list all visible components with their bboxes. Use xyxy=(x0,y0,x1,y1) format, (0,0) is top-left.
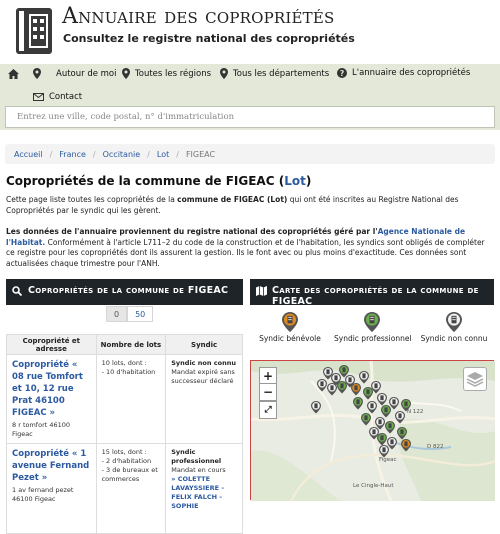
syndic-status: Syndic non connu xyxy=(171,359,236,367)
map-label-town: Figeac xyxy=(379,457,397,463)
page-title xyxy=(6,174,311,188)
nav-label: L'annuaire des copropriétés xyxy=(352,68,471,78)
search-icon xyxy=(12,286,22,296)
data-paragraph xyxy=(6,227,492,269)
anah-link[interactable]: Agence Nationale de l'Habitat. xyxy=(6,227,466,247)
list-section-title: Copropriétés de la commune de FIGEAC xyxy=(28,285,229,296)
copropriete-address: 8 r tomfort 46100 Figeac xyxy=(12,421,71,438)
table-cell xyxy=(166,444,243,534)
table-cell xyxy=(7,355,97,444)
nav-tous-les-departements[interactable] xyxy=(220,68,329,79)
map-label-place: Le Cingle-Haut xyxy=(353,483,394,489)
breadcrumb-region[interactable]: Occitanie xyxy=(102,149,141,159)
breadcrumb-separator: / xyxy=(92,149,96,159)
map-section-header xyxy=(250,279,494,305)
map-icon xyxy=(256,286,267,296)
breadcrumb xyxy=(5,144,495,164)
zoom-out-button[interactable]: − xyxy=(259,383,277,401)
map-marker-icon xyxy=(220,68,228,79)
pager-50[interactable]: 50 xyxy=(127,306,153,322)
search-input[interactable]: Entrez une ville, code postal, n° d'immatriculation xyxy=(5,106,495,128)
building-pin-icon xyxy=(364,312,380,332)
map-view[interactable] xyxy=(250,360,494,500)
map-label-road: D 822 xyxy=(427,444,444,450)
breadcrumb-current: FIGEAC xyxy=(185,149,216,159)
breadcrumb-home[interactable]: Accueil xyxy=(14,149,43,159)
syndic-detail: Mandat en cours xyxy=(171,466,226,474)
lots-detail: - 2 d'habitation - 3 de bureaux et commerces xyxy=(101,457,158,483)
site-header xyxy=(0,0,500,64)
breadcrumb-separator: / xyxy=(176,149,179,159)
table-row xyxy=(7,444,243,534)
breadcrumb-country[interactable]: France xyxy=(59,149,86,159)
site-title[interactable]: Annuaire des copropriétés xyxy=(62,4,335,29)
table-cell xyxy=(166,355,243,444)
column-header[interactable]: Nombre de lots xyxy=(96,335,166,355)
data-bold: Les données de l'annuaire proviennent du registre national des copropriétés géré par l' xyxy=(6,227,378,236)
search-bar xyxy=(0,104,500,130)
map-marker-icon xyxy=(122,68,130,79)
intro-text: Cette page liste toutes les copropriétés de la xyxy=(6,195,178,204)
lots-detail: - 10 d'habitation xyxy=(101,368,156,376)
column-header[interactable]: Syndic xyxy=(166,335,243,355)
page-title-text: Copropriétés de la commune de FIGEAC ( xyxy=(6,174,285,188)
syndic-status: Syndic professionnel xyxy=(171,448,222,465)
breadcrumb-separator: / xyxy=(147,149,150,159)
lots-total: 10 lots, dont : xyxy=(101,359,147,367)
nav-toutes-les-regions[interactable] xyxy=(122,68,211,79)
legend-label: Syndic non connu xyxy=(420,334,488,343)
map-label-road: N 122 xyxy=(407,409,424,415)
copropriete-link[interactable]: Copropriété « 1 avenue Fernand Pezet » xyxy=(12,449,90,483)
syndic-detail: Mandat expiré sans successeur déclaré xyxy=(171,368,235,385)
table-header-row xyxy=(7,335,243,355)
nav-annuaire[interactable] xyxy=(337,68,470,78)
column-header[interactable]: Copropriété et adresse xyxy=(7,335,97,355)
fullscreen-button[interactable]: ⤢ xyxy=(259,401,277,419)
nav-label: Toutes les régions xyxy=(135,68,212,79)
intro-paragraph xyxy=(6,195,492,216)
site-subtitle: Consultez le registre national des copropriétés xyxy=(63,32,355,45)
nav-label: Tous les départements xyxy=(233,68,330,79)
legend-label: Syndic bénévole xyxy=(259,334,321,343)
legend-professionnel xyxy=(334,312,410,343)
building-pin-icon xyxy=(446,312,462,332)
table-cell xyxy=(7,444,97,534)
legend-label: Syndic professionnel xyxy=(334,334,412,343)
breadcrumb-department[interactable]: Lot xyxy=(156,149,170,159)
legend-benevole xyxy=(256,312,324,343)
table-row xyxy=(7,355,243,444)
copropriete-address: 1 av fernand pezet 46100 Figeac xyxy=(12,486,74,503)
zoom-in-button[interactable]: + xyxy=(259,367,277,385)
site-logo-icon[interactable] xyxy=(16,8,52,54)
nav-label: Contact xyxy=(49,92,83,102)
breadcrumb-separator: / xyxy=(49,149,53,159)
pagination xyxy=(106,306,153,322)
home-icon xyxy=(8,69,19,79)
page-title-text: ) xyxy=(305,174,312,188)
table-cell xyxy=(96,355,166,444)
nav-contact[interactable] xyxy=(33,92,82,102)
nav-label: Autour de moi xyxy=(56,68,117,79)
list-section-header xyxy=(6,279,243,305)
main-nav xyxy=(0,64,500,108)
data-text: Conformément à l'article L711–2 du code de la construction et de l'habitation, les syndics sont obligés de compléter ce registre pour les copropriétés dont ils assurent la gestion. Ils le font avec ou plus moins d'exactitude. Ces données sont actualisées chaque trimestre pour l'ANH. xyxy=(6,237,485,268)
svg-text:?: ? xyxy=(339,68,345,78)
question-circle-icon xyxy=(337,68,347,78)
nav-autour-de-moi[interactable] xyxy=(33,68,117,79)
map-legend xyxy=(250,312,494,352)
map-marker-icon xyxy=(33,68,41,79)
pager-0[interactable]: 0 xyxy=(106,306,127,322)
map-markers xyxy=(251,361,495,501)
copropriete-link[interactable]: Copropriété « 08 rue Tomfort et 10, 12 rue Prat 46100 FIGEAC » xyxy=(12,360,83,418)
intro-bold: commune de FIGEAC (Lot) xyxy=(177,195,288,204)
syndic-link[interactable]: » COLETTE LAVAYSSIERE - FELIX FALCH - SOPHIE xyxy=(171,475,225,510)
coproprietes-table xyxy=(6,334,243,534)
intro-text: qui ont été inscrites au Registre National des Copropriétés par le syndic qui les gèrent. xyxy=(6,195,459,215)
envelope-icon xyxy=(33,93,44,101)
legend-non-connu xyxy=(418,312,490,343)
page-title-lot-link[interactable]: Lot xyxy=(284,174,306,188)
nav-home[interactable] xyxy=(8,69,19,79)
lots-total: 15 lots, dont : xyxy=(101,448,147,456)
map-section-title: Carte des copropriétés de la commune de FIGEAC xyxy=(272,285,479,307)
building-pin-icon xyxy=(282,312,298,332)
table-cell xyxy=(96,444,166,534)
